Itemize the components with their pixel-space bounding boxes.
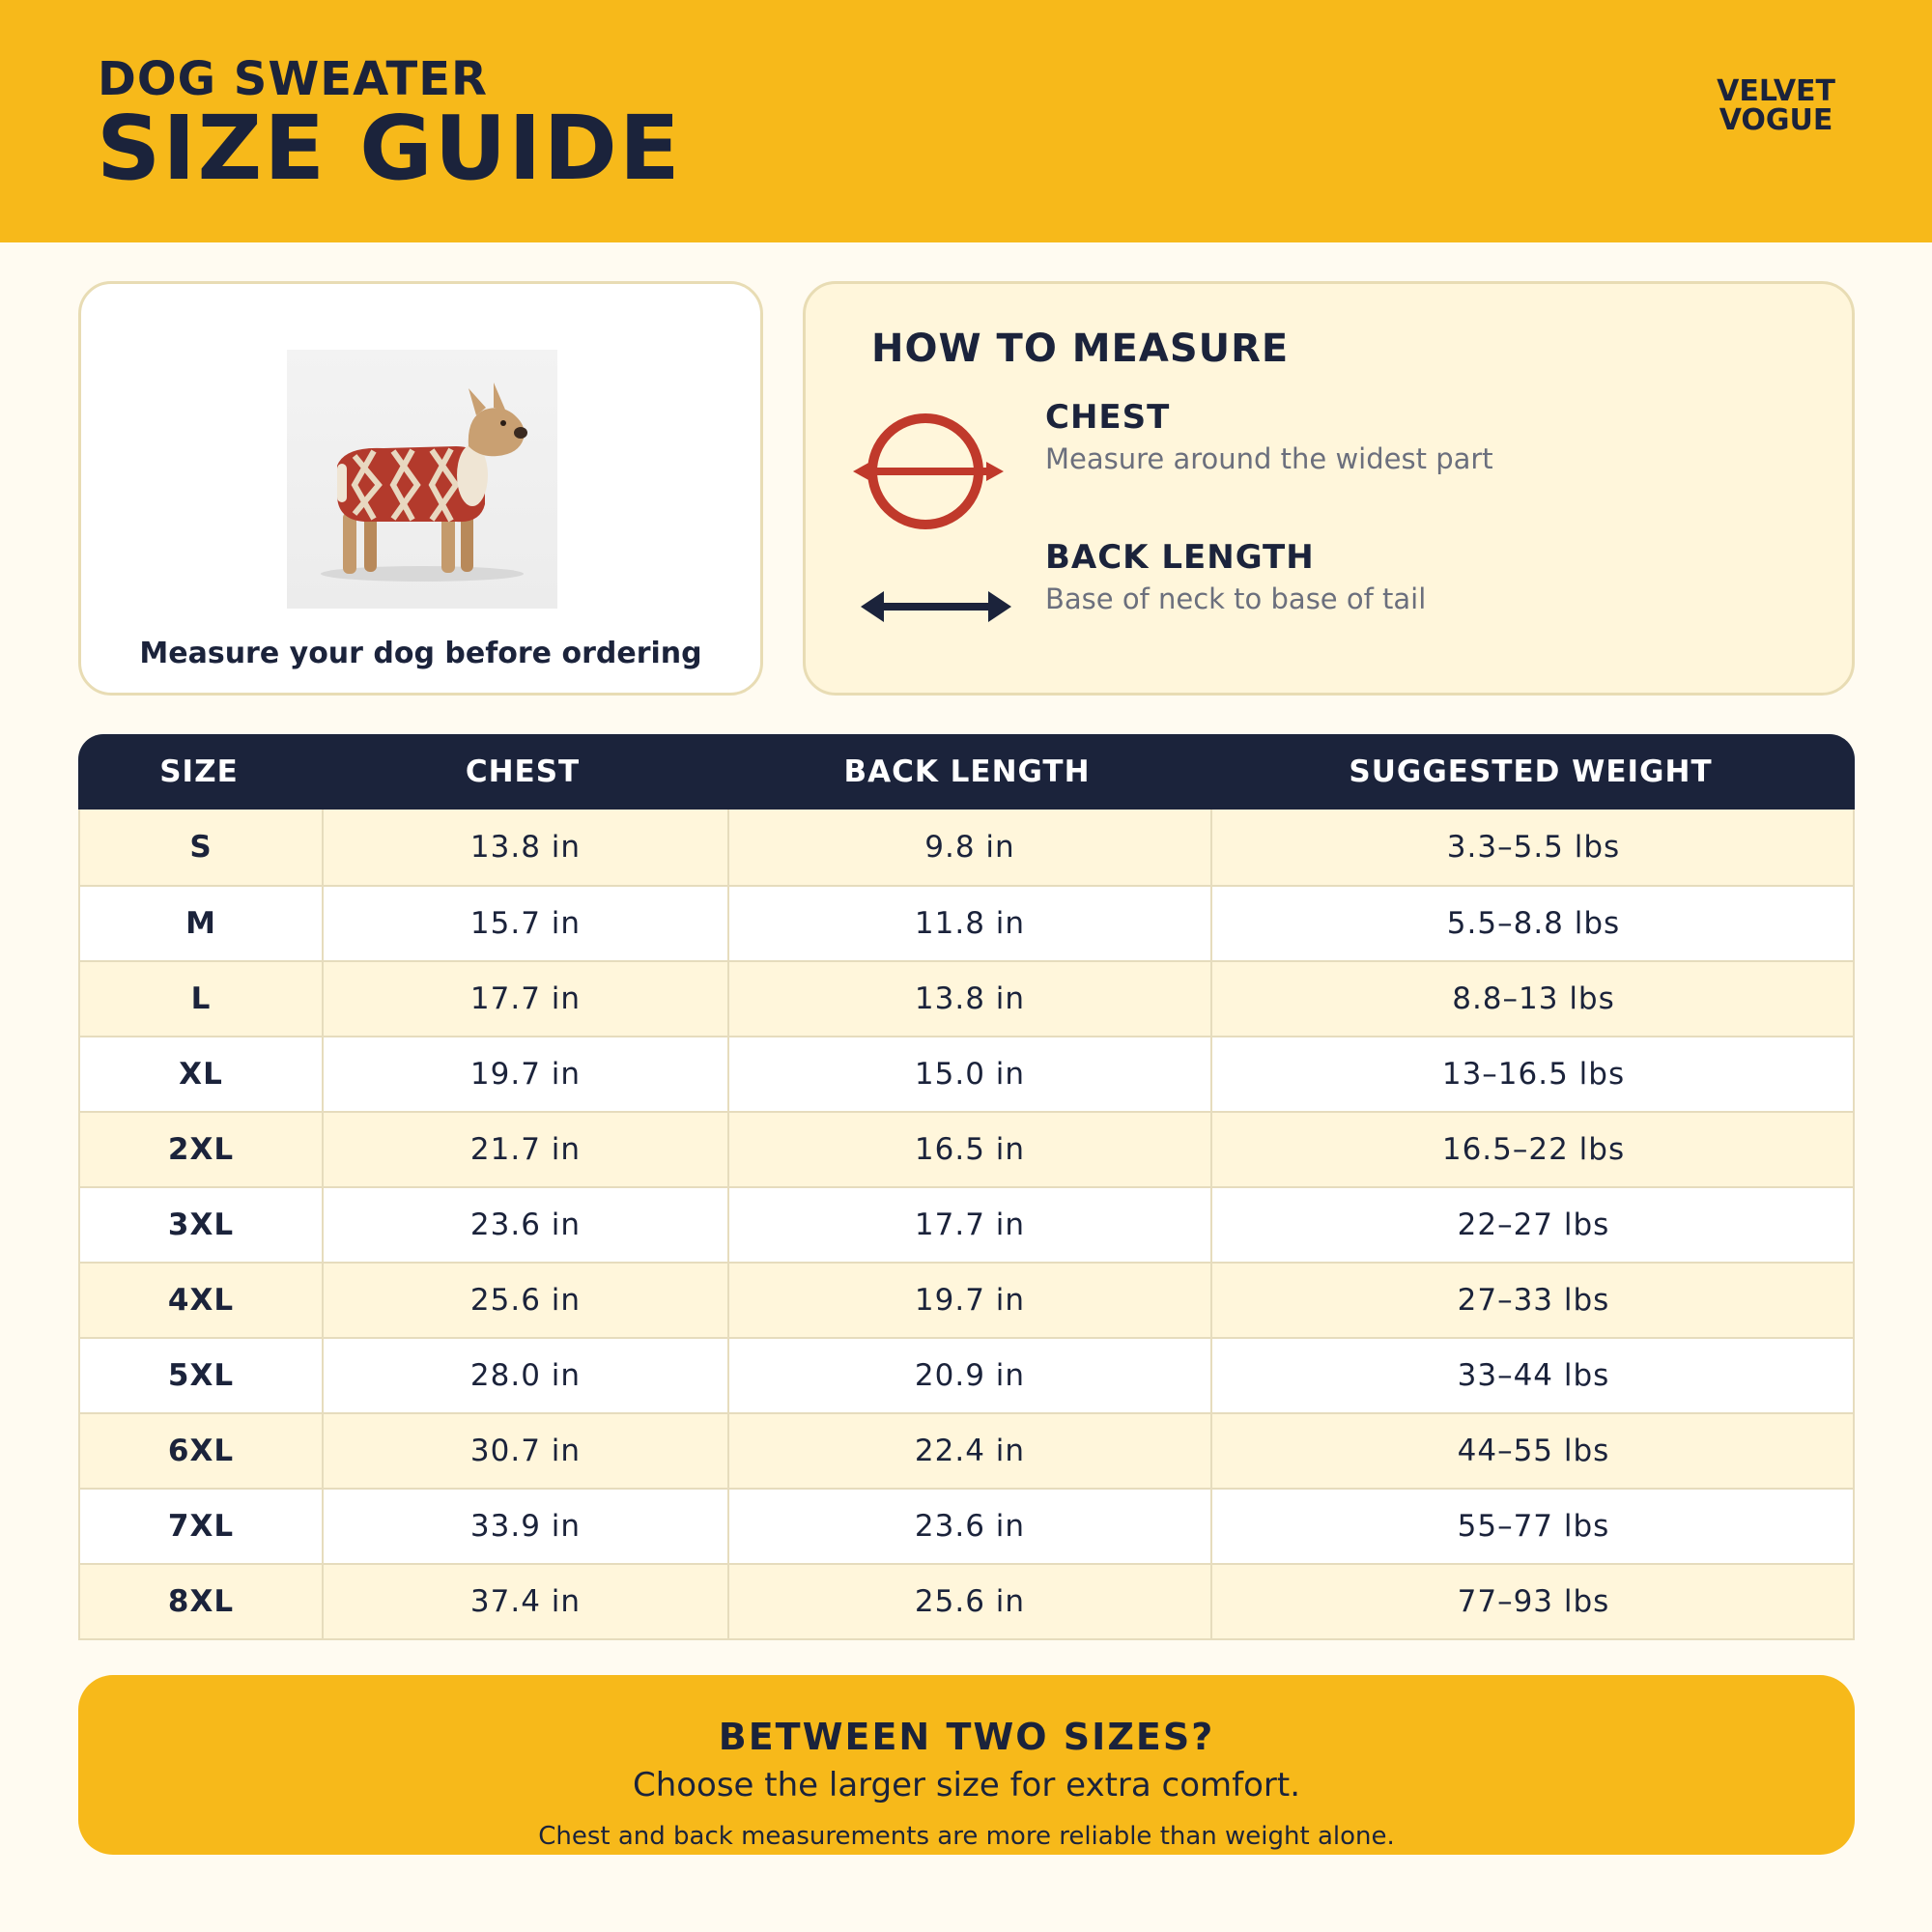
chest-cell: 30.7 in [322, 1414, 727, 1488]
back-length-cell: 13.8 in [727, 962, 1210, 1036]
size-cell: 4XL [167, 1283, 235, 1318]
chest-cell: 23.6 in [322, 1188, 727, 1262]
weight-cell: 77–93 lbs [1210, 1565, 1855, 1638]
banner-title: BETWEEN TWO SIZES? [718, 1716, 1215, 1758]
chest-circle-icon [849, 412, 1013, 531]
table-row [80, 1036, 1853, 1111]
back-length-label: BACK LENGTH [1045, 538, 1315, 577]
back-length-cell: 25.6 in [727, 1565, 1210, 1638]
table-header [78, 734, 1855, 810]
size-cell: 5XL [167, 1358, 235, 1393]
size-cell: XL [179, 1057, 223, 1092]
dog-photo [287, 350, 557, 609]
size-cell: 6XL [167, 1434, 235, 1468]
chest-label: CHEST [1045, 398, 1171, 437]
weight-cell: 5.5–8.8 lbs [1210, 887, 1855, 960]
chest-cell: 28.0 in [322, 1339, 727, 1412]
brand-logo [1717, 74, 1835, 137]
back-length-cell: 19.7 in [727, 1264, 1210, 1337]
back-length-cell: 20.9 in [727, 1339, 1210, 1412]
chest-cell: 33.9 in [322, 1490, 727, 1563]
header-size: SIZE [159, 754, 239, 789]
header-bar [0, 0, 1932, 242]
weight-cell: 3.3–5.5 lbs [1210, 810, 1855, 885]
header-back-length: BACK LENGTH [843, 754, 1091, 789]
chest-cell: 15.7 in [322, 887, 727, 960]
size-cell: 7XL [167, 1509, 235, 1544]
size-cell: 2XL [167, 1132, 235, 1167]
weight-cell: 55–77 lbs [1210, 1490, 1855, 1563]
back-length-cell: 23.6 in [727, 1490, 1210, 1563]
chest-cell: 37.4 in [322, 1565, 727, 1638]
table-row [80, 1262, 1853, 1337]
brand-line-2: VOGUE [1719, 103, 1833, 137]
photo-card [78, 281, 763, 696]
chest-cell: 13.8 in [322, 810, 727, 885]
table-row [80, 1412, 1853, 1488]
chest-cell: 25.6 in [322, 1264, 727, 1337]
page-title: SIZE GUIDE [97, 97, 682, 200]
back-length-cell: 16.5 in [727, 1113, 1210, 1186]
header-kicker: DOG SWEATER [98, 52, 488, 106]
size-cell: S [189, 830, 213, 865]
table-row [80, 1488, 1853, 1563]
weight-cell: 8.8–13 lbs [1210, 962, 1855, 1036]
chest-cell: 17.7 in [322, 962, 727, 1036]
back-length-cell: 9.8 in [727, 810, 1210, 885]
header-suggested-weight: SUGGESTED WEIGHT [1349, 754, 1713, 789]
table-row [80, 810, 1853, 885]
size-table [78, 734, 1855, 1639]
dog-in-sweater-illustration [287, 350, 557, 609]
table-row [80, 1563, 1853, 1638]
back-length-cell: 17.7 in [727, 1188, 1210, 1262]
back-length-cell: 11.8 in [727, 887, 1210, 960]
back-length-cell: 22.4 in [727, 1414, 1210, 1488]
size-cell: M [185, 906, 216, 941]
chest-description: Measure around the widest part [1045, 442, 1493, 475]
header-chest: CHEST [465, 754, 581, 789]
advice-banner [78, 1675, 1855, 1855]
weight-cell: 33–44 lbs [1210, 1339, 1855, 1412]
banner-subtitle: Choose the larger size for extra comfort. [632, 1766, 1301, 1804]
size-cell: 8XL [167, 1584, 235, 1619]
weight-cell: 16.5–22 lbs [1210, 1113, 1855, 1186]
table-row [80, 1337, 1853, 1412]
weight-cell: 27–33 lbs [1210, 1264, 1855, 1337]
photo-caption: Measure your dog before ordering [139, 637, 702, 670]
chest-cell: 19.7 in [322, 1037, 727, 1111]
table-row [80, 885, 1853, 960]
table-row [80, 960, 1853, 1036]
back-length-description: Base of neck to base of tail [1045, 582, 1427, 615]
table-row [80, 1186, 1853, 1262]
table-body [78, 810, 1855, 1640]
weight-cell: 13–16.5 lbs [1210, 1037, 1855, 1111]
chest-cell: 21.7 in [322, 1113, 727, 1186]
how-to-measure-card [803, 281, 1855, 696]
size-cell: 3XL [167, 1208, 235, 1242]
weight-cell: 22–27 lbs [1210, 1188, 1855, 1262]
banner-note: Chest and back measurements are more reliable than weight alone. [538, 1822, 1395, 1851]
double-arrow-icon [859, 585, 1013, 628]
how-to-measure-heading: HOW TO MEASURE [871, 327, 1290, 371]
weight-cell: 44–55 lbs [1210, 1414, 1855, 1488]
brand-line-1: VELVET [1717, 74, 1835, 108]
size-cell: L [190, 981, 212, 1016]
back-length-cell: 15.0 in [727, 1037, 1210, 1111]
table-row [80, 1111, 1853, 1186]
